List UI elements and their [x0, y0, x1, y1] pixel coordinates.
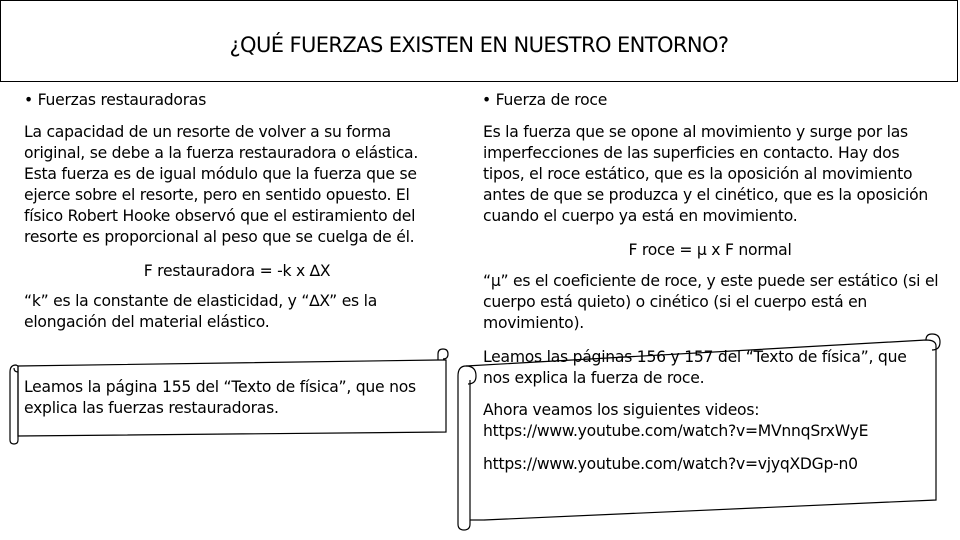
right-scroll-text: Leamos las páginas 156 y 157 del “Texto de física”, que nos explica la fuerza de roce.	[483, 348, 907, 387]
restoring-force-paragraph: La capacidad de un resorte de volver a su forma original, se debe a la fuerza restauradora o elástica. Esta fuerza es de igual módulo que la fuerza que se ejerce sobre el resorte, pero en sentido opuesto. El físico Robert Hooke observó que el estiramiento del resorte es proporcional al peso que se cuelga de él.	[24, 123, 419, 246]
bullet-friction-force: • Fuerza de roce	[482, 91, 608, 109]
friction-force-formula: F roce = µ x F normal	[628, 241, 792, 259]
video-link-2[interactable]: https://www.youtube.com/watch?v=vjyqXDGp-n0	[483, 455, 858, 473]
friction-force-paragraph: Es la fuerza que se opone al movimiento y surge por las imperfecciones de las superficies en contacto. Hay dos tipos, el roce estático, que es la oposición al movimiento antes de que se produzca y el cinético, que es la oposición cuando el cuerpo ya está en movimiento.	[483, 123, 929, 225]
friction-coefficient-note: “µ” es el coeficiente de roce, y este puede ser estático (si el cuerpo está quieto) o cinético (si el cuerpo está en movimiento).	[483, 272, 939, 332]
page-title: ¿QUÉ FUERZAS EXISTEN EN NUESTRO ENTORNO?	[229, 33, 729, 57]
videos-intro: Ahora veamos los siguientes videos:	[483, 401, 760, 419]
elasticity-constant-note: “k” es la constante de elasticidad, y “∆X” es la elongación del material elástico.	[24, 292, 378, 331]
video-link-1[interactable]: https://www.youtube.com/watch?v=MVnnqSrxWyE	[483, 422, 869, 440]
left-scroll-text: Leamos la página 155 del “Texto de física”, que nos explica las fuerzas restauradoras.	[24, 378, 416, 417]
restoring-force-formula: F restauradora = -k x ∆X	[143, 262, 331, 280]
bullet-restoring-forces: • Fuerzas restauradoras	[24, 91, 207, 109]
